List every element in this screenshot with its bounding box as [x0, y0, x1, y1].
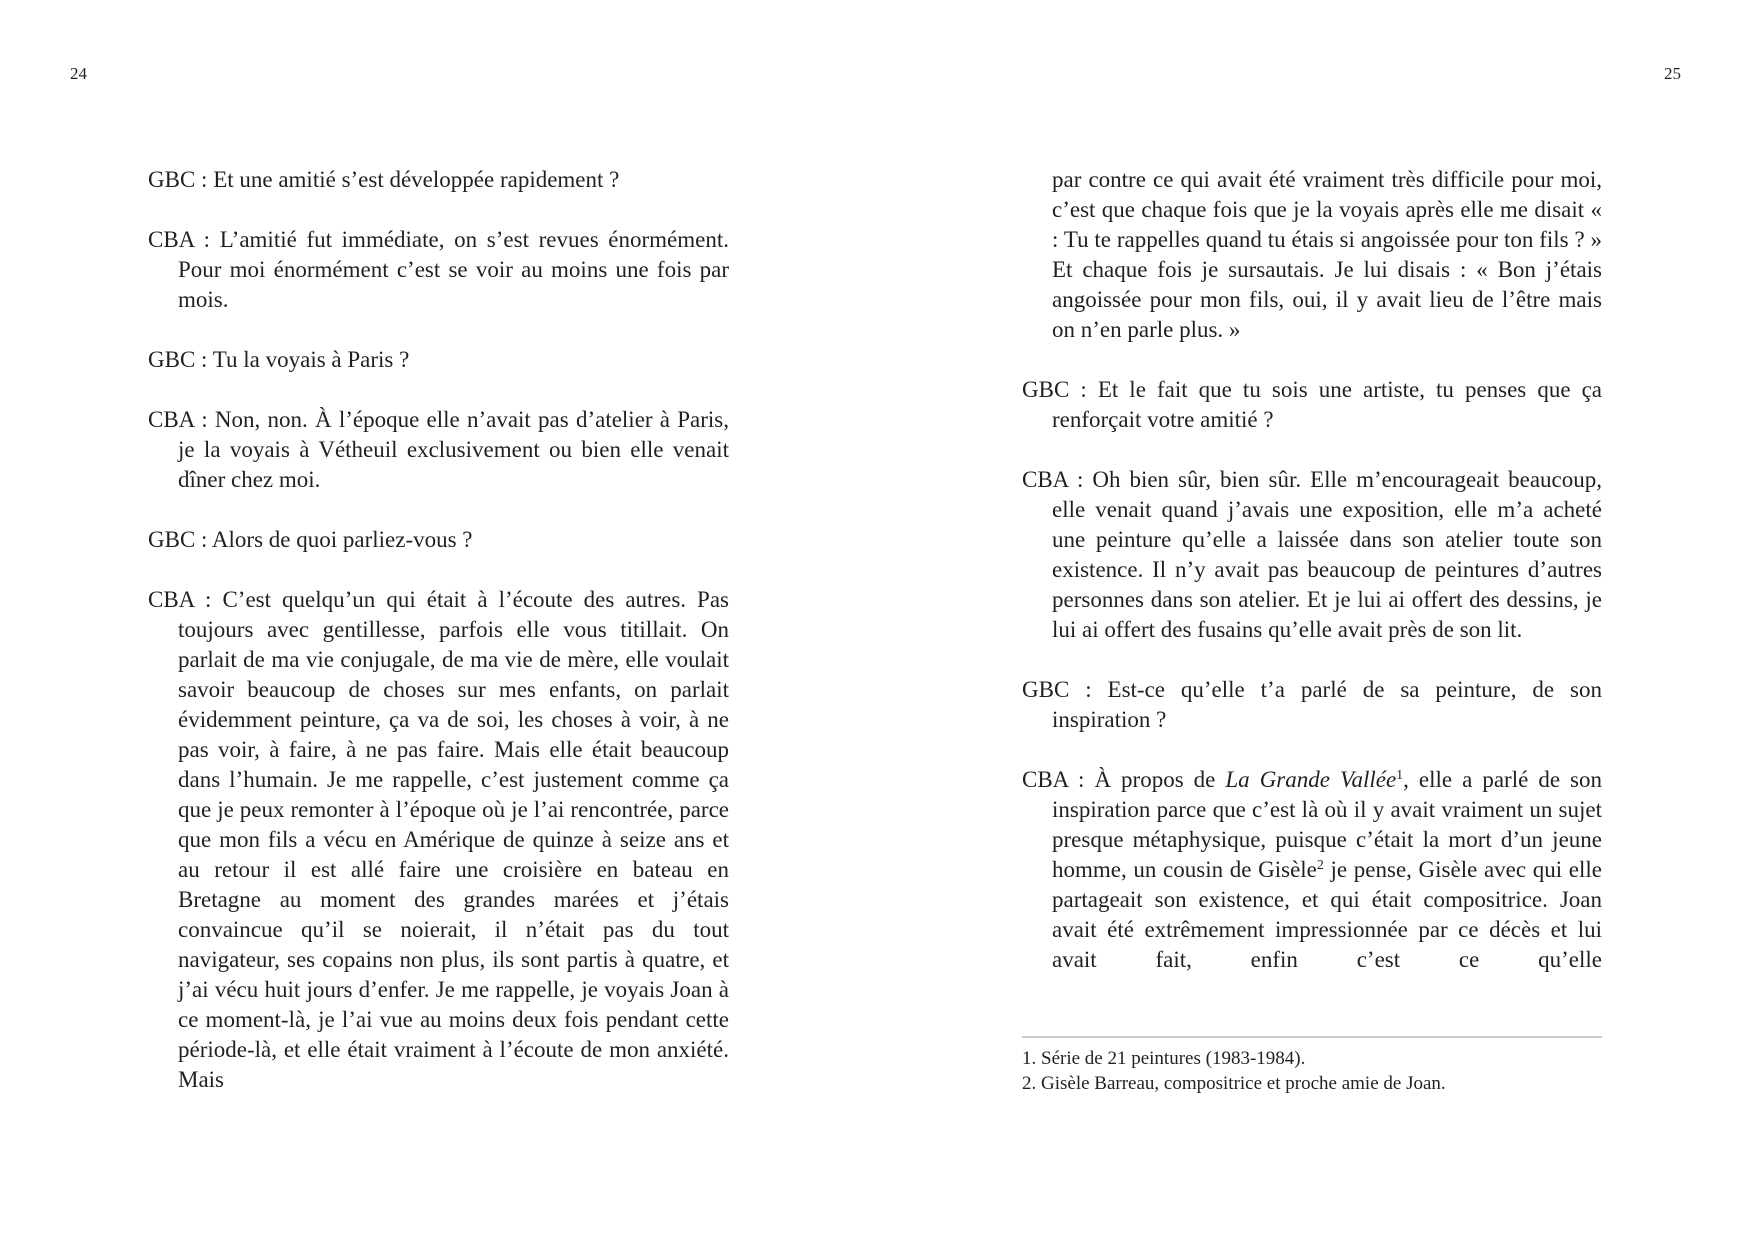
paragraph-text: C’est quelqu’un qui était à l’écoute des autres. Pas toujours avec gentillesse, parfois elle vous titillait. On parlait de ma vie conjugale, de ma vie de mère, elle voulait savoir beaucoup de choses sur mes enfants, on parlait évidemment peinture, ça va de soi, les choses à voir, à ne pas voir, à faire, à ne pas faire. Mais elle était beaucoup dans l’humain. Je me rappelle, c’est justement comme ça que je peux remonter à l’époque où je l’ai rencontrée, parce que mon fils a vécu en Amérique de quinze à seize ans et au retour il est allé faire une croisière en bateau en Bretagne au moment des grandes marées et j’étais convaincue qu’il se noierait, il n’était pas du tout navigateur, ses copains non plus, ils sont partis à quatre, et j’ai vécu huit jours d’enfer. Je me rappelle, je voyais Joan à ce moment-là, je l’ai vue au moins deux fois pendant cette période-là, et elle était vraiment à l’écoute de mon anxiété. Mais — [178, 587, 729, 1092]
speaker-separator: : — [1069, 377, 1098, 402]
paragraph-text: Tu la voyais à Paris ? — [212, 347, 410, 372]
interview-paragraph — [1022, 765, 1602, 975]
paragraph-text: Et le fait que tu sois une artiste, tu penses que ça renforçait votre amitié ? — [1052, 377, 1602, 432]
speaker-separator: : — [195, 167, 214, 192]
page-number-left: 24 — [70, 64, 87, 83]
speaker-separator: : — [194, 587, 223, 612]
speaker-separator: : — [195, 527, 212, 552]
interview-paragraph — [148, 405, 729, 495]
interview-paragraph — [1022, 375, 1602, 435]
speaker-separator: : — [195, 347, 213, 372]
speaker-label: GBC — [1022, 377, 1070, 402]
footnote-ref[interactable]: 1 — [1396, 768, 1404, 783]
paragraph-text: Et une amitié s’est développée rapidement ? — [213, 167, 620, 192]
footnotes — [1022, 1036, 1602, 1096]
paragraph-text: Non, non. À l’époque elle n’avait pas d’atelier à Paris, je la voyais à Vétheuil exclusivement ou bien elle venait dîner chez moi. — [178, 407, 730, 492]
speaker-separator: : — [1069, 677, 1108, 702]
page-number-right: 25 — [1664, 64, 1681, 83]
speaker-label: GBC — [148, 527, 196, 552]
speaker-label: GBC — [148, 347, 196, 372]
paragraph-text: À propos de — [1094, 767, 1226, 792]
speaker-separator: : — [194, 227, 220, 252]
interview-paragraph — [148, 165, 729, 195]
interview-paragraph — [1022, 465, 1602, 645]
paragraph-text: Oh bien sûr, bien sûr. Elle m’encourageait beaucoup, elle venait quand j’avais une exposition, elle m’a acheté une peinture qu’elle a laissée dans son atelier toute son existence. Il n’y avait pas beaucoup de peintures d’autres personnes dans son atelier. Et je lui ai offert des dessins, je lui ai offert des fusains qu’elle avait près de son lit. — [1052, 467, 1602, 642]
interview-paragraph — [148, 225, 729, 315]
speaker-label: CBA — [148, 407, 195, 432]
paragraph-text: Alors de quoi parliez-vous ? — [211, 527, 473, 552]
speaker-label: CBA — [148, 227, 195, 252]
continued-paragraph — [1022, 165, 1602, 345]
interview-paragraph — [148, 525, 729, 555]
interview-paragraph — [148, 585, 729, 1095]
paragraph-text: , elle a parlé de son inspiration parce que c’est là où il y avait vraiment un sujet presque métaphysique, puisque c’était la mort d’un jeune homme, un cousin de Gisèle — [1052, 767, 1602, 882]
speaker-label: CBA — [1022, 467, 1069, 492]
speaker-label: CBA — [1022, 767, 1069, 792]
footnote-1: 1. Série de 21 peintures (1983-1984). — [1022, 1048, 1306, 1069]
interview-paragraph — [148, 345, 729, 375]
speaker-label: GBC — [148, 167, 196, 192]
speaker-separator: : — [1068, 467, 1093, 492]
speaker-label: CBA — [148, 587, 195, 612]
right-page-text-column — [1022, 165, 1602, 1005]
speaker-separator: : — [194, 407, 215, 432]
paragraph-text: par contre ce qui avait été vraiment très difficile pour moi, c’est que chaque fois que je la voyais après elle me disait « : Tu te rappelles quand tu étais si angoissée pour ton fils ? » Et chaque fois je sursautais. Je lui disais : « Bon j’étais angoissée pour mon fils, oui, il y avait lieu de l’être mais on n’en parle plus. » — [1052, 167, 1602, 342]
footnote-2: 2. Gisèle Barreau, compositrice et proche amie de Joan. — [1022, 1073, 1446, 1094]
left-page-text-column — [148, 165, 729, 1125]
footnote-ref[interactable]: 2 — [1316, 858, 1324, 873]
paragraph-text: Est-ce qu’elle t’a parlé de sa peinture, de son inspiration ? — [1052, 677, 1602, 732]
interview-paragraph — [1022, 675, 1602, 735]
paragraph-text: L’amitié fut immédiate, on s’est revues énormément. Pour moi énormément c’est se voir au moins une fois par mois. — [178, 227, 730, 312]
paragraph-text: je pense, Gisèle avec qui elle partageait son existence, et qui était compositrice. Joan avait été extrêmement impressionnée par ce décès et lui avait fait, enfin c’est ce qu’elle — [1052, 857, 1602, 972]
artwork-title: La Grande Vallée — [1225, 767, 1397, 792]
speaker-separator: : — [1068, 767, 1095, 792]
speaker-label: GBC — [1022, 677, 1070, 702]
